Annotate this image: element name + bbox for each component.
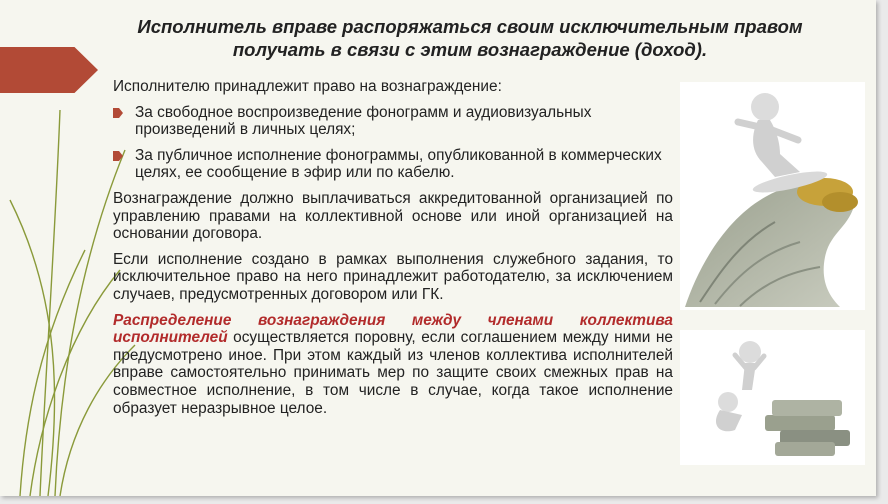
figures-money-illustration <box>680 330 865 465</box>
slide-title: Исполнитель вправе распоряжаться своим исключительным правом получать в связи с этим вознаграждение (доход). <box>137 16 803 60</box>
paragraph-service-task: Если исполнение создано в рамках выполнения служебного задания, то исключительное право на него принадлежит работодателю, за исключением случаев, предусмотренных договором или ГК. <box>113 250 673 303</box>
arrow-bullet-icon <box>113 108 123 118</box>
paragraph-distribution <box>113 312 673 418</box>
surfer-money-illustration <box>680 82 865 310</box>
bullet-item <box>113 147 673 182</box>
slide-content <box>113 78 673 425</box>
arrow-bullet-icon <box>113 151 123 161</box>
paragraph-remuneration: Вознаграждение должно выплачиваться аккредитованной организацией по управлению правами на коллективной основе или иной организацией на основании договора. <box>113 189 673 243</box>
bullet-text: За свободное воспроизведение фонограмм и аудиовизуальных произведений в личных целях; <box>135 103 592 139</box>
bullet-item <box>113 104 673 139</box>
bullet-text: За публичное исполнение фонограммы, опубликованной в коммерческих целях, ее сообщение в эфир или по кабелю. <box>135 146 662 182</box>
paragraph-distribution-text: осуществляется поровну, если соглашением между ними не предусмотрено иное. При этом каждый из членов коллектива исполнителей вправе самостоятельно принимать мер по защите своих смежных прав на совместное исполнение, в том числе в случае, когда такое исполнение образует неразрывное целое. <box>113 329 673 417</box>
intro-text: Исполнителю принадлежит право на вознаграждение: <box>113 78 502 95</box>
emphasis-text: Распределение вознаграждения между членами коллектива исполнителей <box>113 311 673 347</box>
